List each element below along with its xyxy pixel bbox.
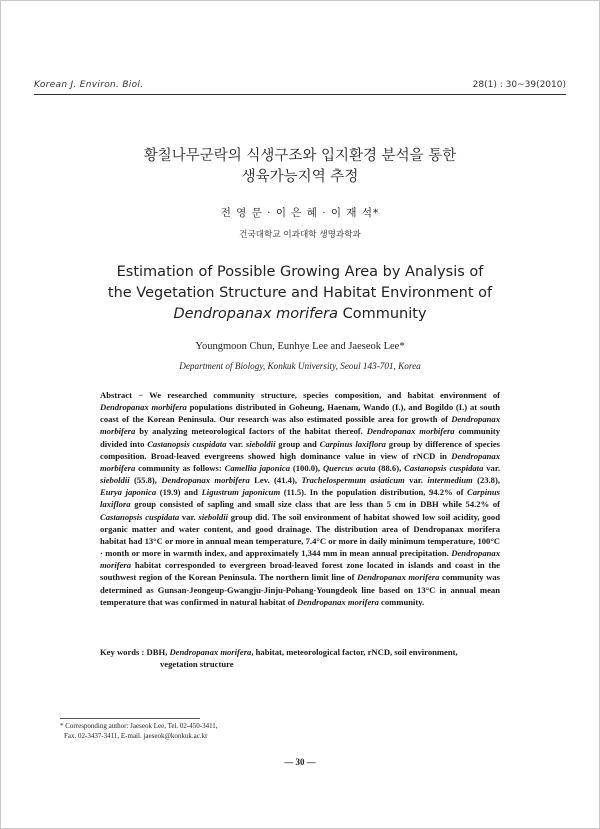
- species-name: intermedium: [427, 475, 473, 486]
- species-name: Dendropanax morbifera: [100, 450, 500, 473]
- footnote-line: Fax. 02-3437-3411, E-mail. jaeseok@konkuk.ac.kr: [64, 731, 208, 740]
- abstract-text: community divided into: [100, 426, 500, 449]
- abstract-text: (88.6),: [375, 462, 405, 473]
- header-rule: [34, 94, 566, 95]
- species-name: Camellia japonica: [224, 462, 290, 473]
- abstract: [100, 389, 500, 608]
- abstract-text: community was determined as Gunsan-Jeongeup-Gwangju-Jinju-Pohang-Youngdeok line based on 13°C in annual mean temperature that was confirmed in natural habitat of: [100, 572, 500, 607]
- abstract-text: community.: [378, 596, 425, 607]
- species-name: Ligustrum japonicum: [201, 487, 281, 498]
- keyword-species: Dendropanax morifera: [169, 647, 252, 657]
- running-header: [34, 78, 566, 94]
- species-name: Castanopsis cuspidata: [404, 462, 484, 473]
- species-name: Carpinus laxiflora: [319, 438, 386, 449]
- page-number: — 30 —: [284, 757, 316, 767]
- korean-authors: 전 영 문 · 이 은 혜 · 이 재 석*: [220, 207, 380, 219]
- keywords-label: Key words :: [100, 647, 147, 657]
- volume-pages: 28(1) : 30~39(2010): [472, 80, 566, 90]
- species-name: sieboldii: [198, 511, 228, 522]
- english-authors: Youngmoon Chun, Eunhye Lee and Jaeseok Lee*: [195, 341, 405, 352]
- keyword-text: DBH,: [146, 647, 170, 657]
- abstract-text: by analyzing meteorological factors of the habitat thereof.: [135, 426, 367, 437]
- title-species: Dendropanax morifera: [173, 306, 338, 322]
- species-name: Dendropanax morbifera: [100, 402, 187, 413]
- abstract-text: var.: [483, 462, 501, 473]
- species-name: sieboldii: [245, 438, 276, 449]
- species-name: Castanopsis cuspidata: [100, 511, 180, 522]
- abstract-text: (19.9) and: [156, 487, 202, 498]
- abstract-text: populations distributed in Goheung, Haenam, Wando (I.), and Bogildo (I.) at south coast of the Korean Peninsula. Our research was also estimated possible area for growth of: [100, 402, 500, 425]
- english-title-line2: the Vegetation Structure and Habitat Environment of: [107, 285, 493, 301]
- abstract-text: (55.8),: [129, 475, 162, 486]
- corresponding-author-footnote: [60, 722, 218, 741]
- abstract-text: habitat corresponded to evergreen broad-leaved forest zone located in islands and coast in the southwest region of the Korean Peninsula. The northern limit line of: [100, 560, 500, 583]
- abstract-text: group did. The soil environment of habitat showed low soil acidity, good organic matter and water content, and good drainage. The distribution area of Dendropanax morifera habitat had 13°C or more in annual mean temperature, 7.4°C or more in daily minimum temperature, 100°C · month or more in warmth index, and approximately 1,344 mm in mean annual precipitation.: [100, 511, 500, 559]
- abstract-text: var.: [179, 511, 199, 522]
- species-name: sieboldii: [100, 475, 130, 486]
- abstract-text: (23.8),: [472, 475, 500, 486]
- species-name: Carpinus laxiflora: [100, 487, 500, 510]
- abstract-text: Abstract − We researched community structure, species composition, and habitat environment of: [100, 390, 500, 400]
- abstract-text: (100.0),: [290, 462, 323, 473]
- korean-affiliation: 건국대학교 이과대학 생명과학과: [239, 230, 361, 240]
- keyword-text: , habitat, meteorological factor, rNCD, soil environment,: [251, 647, 458, 657]
- footnote-rule: [60, 718, 200, 719]
- english-title-line1: Estimation of Possible Growing Area by Analysis of: [116, 264, 484, 280]
- species-name: Dendropanax morbifera: [366, 426, 455, 437]
- english-title: [0, 262, 600, 325]
- species-name: Dendropanax morifera: [100, 548, 500, 571]
- species-name: Castanopsis cuspidata: [147, 438, 227, 449]
- english-title-line3: [0, 304, 600, 325]
- species-name: Trachelospermum asiaticum: [301, 475, 405, 486]
- species-name: Dendropanax morifera: [357, 572, 440, 583]
- species-name: Eurya japonica: [100, 487, 157, 498]
- korean-title-line1: 황칠나무군락의 식생구조와 입지환경 분석을 통한: [143, 148, 457, 164]
- abstract-text: group and: [275, 438, 320, 449]
- species-name: Dendropanax morifera: [297, 596, 379, 607]
- korean-title: [0, 146, 600, 188]
- abstract-text: var.: [226, 438, 246, 449]
- keyword-text: vegetation structure: [160, 659, 234, 670]
- abstract-text: (11.5). In the population distribution, 94.2% of: [280, 487, 468, 498]
- english-affiliation: Department of Biology, Konkuk University, Seoul 143-701, Korea: [179, 361, 421, 371]
- abstract-text: community as follows:: [135, 462, 225, 473]
- footnote-line: * Corresponding author: Jaeseok Lee, Tel. 02-450-3411,: [60, 722, 218, 730]
- title-tail: Community: [338, 306, 427, 322]
- korean-title-line2: 생육가능지역 추정: [241, 169, 359, 185]
- abstract-text: group by difference of species composition. Broad-leaved evergreens showed high dominance value in view of rNCD in: [100, 438, 500, 461]
- species-name: Quercus acuta: [322, 462, 376, 473]
- keywords: [100, 646, 500, 671]
- abstract-text: var.: [404, 475, 428, 486]
- journal-name: Korean J. Environ. Biol.: [34, 80, 144, 90]
- species-name: Dendropanax morbifera: [100, 414, 500, 437]
- species-name: Dendropanax morbifera: [161, 475, 250, 486]
- abstract-text: group consisted of sapling and small size class that are less than 5 cm in DBH while 54.2% of: [130, 499, 500, 510]
- abstract-text: Lev. (41.4),: [249, 475, 302, 486]
